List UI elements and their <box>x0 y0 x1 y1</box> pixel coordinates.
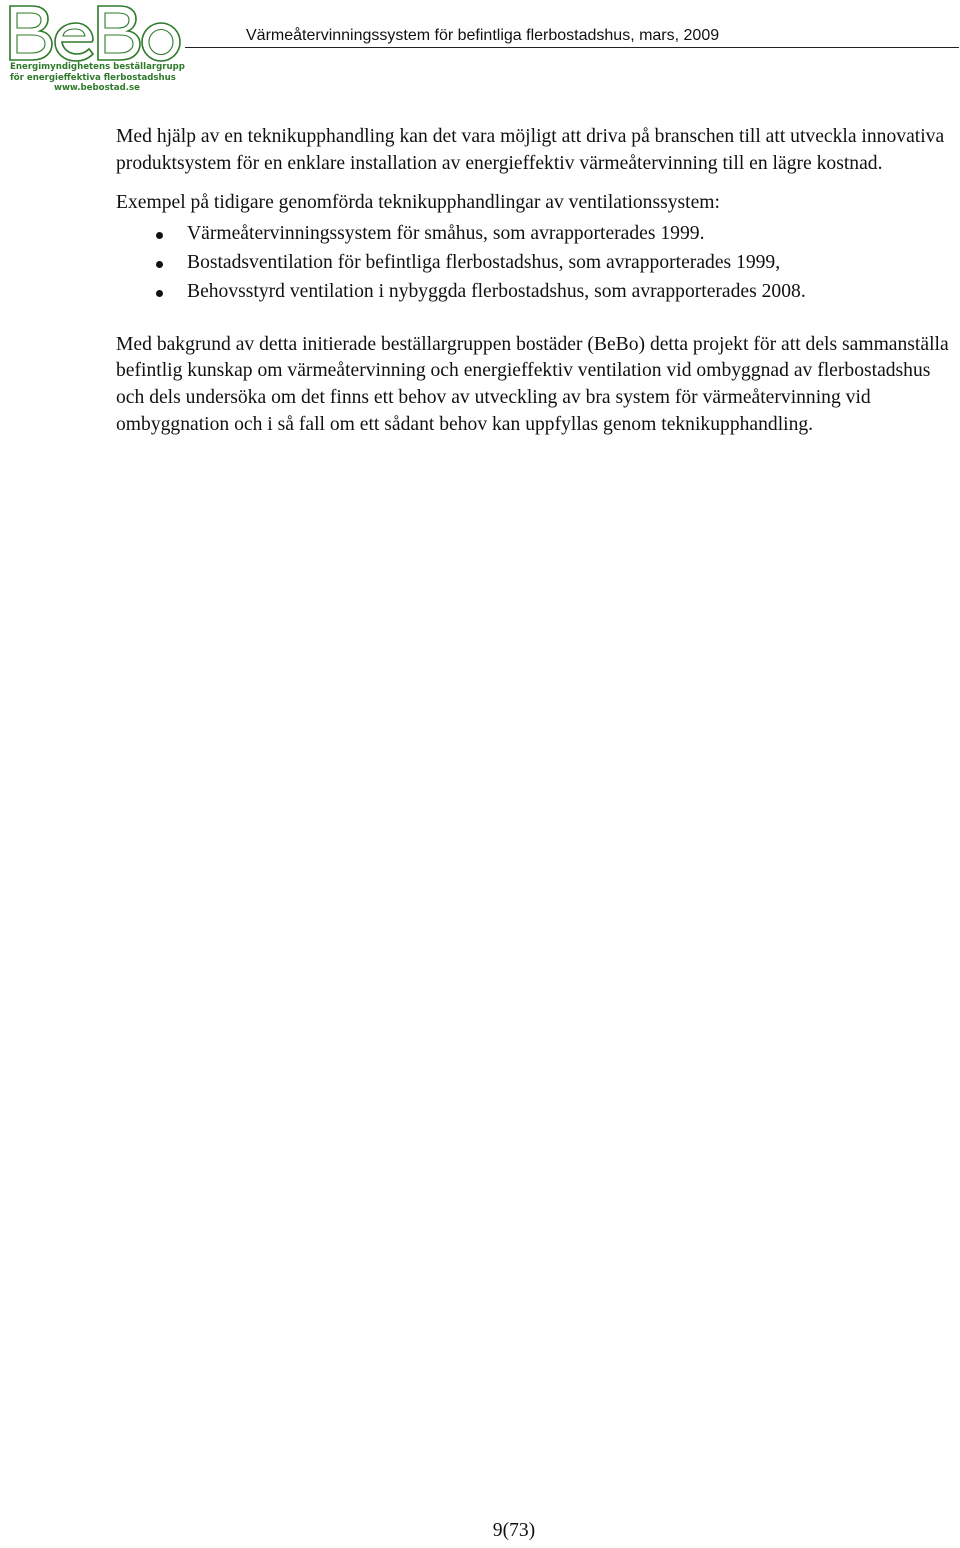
logo-url: www.bebostad.se <box>54 83 140 93</box>
examples-list <box>116 221 958 308</box>
bullet-icon <box>156 232 163 239</box>
bebo-logo <box>6 2 185 96</box>
logo-tagline-line-2: för energieffektiva flerbostadshus <box>10 72 176 83</box>
list-item-text: Bostadsventilation för befintliga flerbostadshus, som avrapporterades 1999, <box>187 251 781 273</box>
list-item <box>116 279 958 308</box>
bullet-icon <box>156 290 163 297</box>
list-item <box>116 221 958 250</box>
bullet-icon <box>156 261 163 268</box>
logo-tagline <box>10 62 190 94</box>
paragraph-examples-heading: Exempel på tidigare genomförda teknikupphandlingar av ventilationssystem: <box>116 192 720 214</box>
list-item-text: Värmeåtervinningssystem för småhus, som avrapporterades 1999. <box>187 222 705 244</box>
document-header-title: Värmeåtervinningssystem för befintliga flerbostadshus, mars, 2009 <box>246 27 720 44</box>
bebo-wordmark-icon <box>6 2 182 64</box>
header-divider <box>185 47 959 48</box>
list-item <box>116 250 958 279</box>
paragraph-intro: Med hjälp av en teknikupphandling kan det vara möjligt att driva på branschen till att utveckla innovativa produktsystem för en enklare installation av energieffektiv värmeåtervinning till en lägre kostnad. <box>116 126 945 174</box>
list-item-text: Behovsstyrd ventilation i nybyggda flerbostadshus, som avrapporterades 2008. <box>187 280 806 302</box>
page-number: 9(73) <box>492 1520 536 1541</box>
document-body <box>116 124 958 438</box>
logo-tagline-line-1: Energimyndighetens beställargrupp <box>10 62 185 72</box>
paragraph-background: Med bakgrund av detta initierade beställargruppen bostäder (BeBo) detta projekt för att dels sammanställa befintlig kunskap om värmeåtervinning och energieffektiv ventilation vid ombyggnad av flerbostadshus och dels undersöka om det finns ett behov av utveckling av bra system för värmeåtervinning vid ombyggnation och i så fall om ett sådant behov kan uppfyllas genom teknikupphandling. <box>116 333 949 435</box>
